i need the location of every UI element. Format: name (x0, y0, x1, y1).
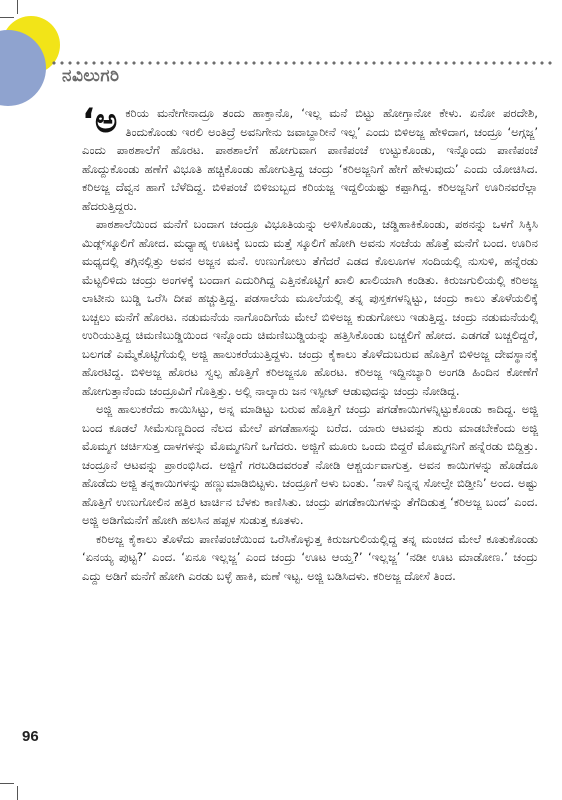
paragraph: ಕರಿಅಜ್ಜ ಕೈಕಾಲು ತೊಳೆದು ಪಾಣಿಪಂಚೆಯಿಂದ ಒರೆಸಿಕೊಳ್ಳುತ್ತ ಕಿರುಜಗುಲಿಯಲ್ಲಿದ್ದ ತನ್ನ ಮಂಚದ ಮೇಲೆ ಕೂತುಕೊಂಡು ‘ಏನಯ್ಯ ಪುಟ್ಟ?’ ಎಂದ. ‘ಏನೂ ಇಲ್ಲಜ್ಜ’ ಎಂದ ಚಂದ್ರು ‘ಊಟ ಆಯ್ತ?’ ‘ಇಲ್ಲಜ್ಜ’ ‘ನಡೀ ಊಟ ಮಾಡೋಣ.’ ಚಂದ್ರು ಎದ್ದು ಅಡಿಗೆ ಮನೆಗೆ ಹೋಗಿ ಎರಡು ಬಳ್ಳೆ ಹಾಕಿ, ಮಣೆ ಇಟ್ಟ. ಅಜ್ಜಿ ಬಡಿಸಿದಳು. ಕರಿಅಜ್ಜ ದೋಸೆ ತಿಂದ. (82, 531, 538, 583)
section-title: ನವಿಲುಗರಿ (62, 66, 120, 86)
paragraph: ಅಜ್ಜಿ ಹಾಲುಕರೆದು ಕಾಯಿಸಿಟ್ಟು, ಅನ್ನ ಮಾಡಿಟ್ಟು ಬರುವ ಹೊತ್ತಿಗೆ ಚಂದ್ರು ಪಗಡೆಕಾಯಿಗಳನ್ನಿಟ್ಟುಕೊಂಡು ಕಾದಿದ್ದ. ಅಜ್ಜಿ ಬಂದ ಕೂಡಲೆ ಸೀಮೆಸುಣ್ಣದಿಂದ ನೆಲದ ಮೇಲೆ ಪಗಡೆಹಾಸನ್ನು ಬರೆದ. ಯಾರು ಆಟವನ್ನು ಶುರು ಮಾಡಬೇಕೆಂದು ಅಜ್ಜಿ ಮೊಮ್ಮಗ ಚರ್ಚಿಸುತ್ತ ದಾಳಗಳನ್ನು ಮೊಮ್ಮಗನಿಗೆ ಒಗೆದರು. ಅಜ್ಜಿಗೆ ಮೂರು ಒಂದು ಬಿದ್ದರೆ ಮೊಮ್ಮಗನಿಗೆ ಹನ್ನೆರಡು ಬಿದ್ದಿತ್ತು. ಚಂದ್ರೂನೆ ಆಟವನ್ನು ಪ್ರಾರಂಭಿಸಿದ. ಅಜ್ಜಿಗೆ ಗರಬಡಿದವರಂತೆ ನೋಡಿ ಆಶ್ಚರ್ಯವಾಗುತ್ತ. ಅವನ ಕಾಯಿಗಳನ್ನು ಹೊಡೆದೂ ಹೊಡೆದು ಅಜ್ಜಿ ತನ್ನಕಾಯಿಗಳನ್ನು ಹಣ್ಣುಮಾಡಿಬಿಟ್ಟಳು. ಚಂದ್ರೂಗೆ ಅಳು ಬಂತು. ‘ನಾಳೆ ನಿನ್ನನ್ನ ಸೋಲ್ಸೇ ಬಿಡ್ತೀನಿ’ ಅಂದ. ಅಷ್ಟು ಹೊತ್ತಿಗೆ ಉಣುಗೋಲಿನ ಹತ್ತಿರ ಟಾರ್ಚಿನ ಬೆಳಕು ಕಾಣಿಸಿತು. ಚಂದ್ರು ಪಗಡೆಕಾಯಿಗಳನ್ನು ತೆಗೆದಿಡುತ್ತ ‘ಕರಿಅಜ್ಜ ಬಂದ’ ಎಂದ. ಅಜ್ಜಿ ಅಡಿಗೆಮನೆಗೆ ಹೋಗಿ ಹಲಸಿನ ಹಪ್ಪಳ ಸುಡುತ್ತ ಕೂತಳು. (82, 402, 538, 527)
drop-cap: ‘ಅ (82, 101, 118, 141)
crop-mark (17, 786, 18, 800)
paragraph: ಪಾಠಶಾಲೆಯಿಂದ ಮನೆಗೆ ಬಂದಾಗ ಚಂದ್ರೂ ವಿಭೂತಿಯನ್ನು ಅಳಿಸಿಕೊಂಡು, ಚಡ್ಡಿಹಾಕಿಕೊಂಡು, ಪಠನನ್ನು ಒಳಗೆ ಸಿಕ್ಕಿಸಿ ಮಿಡ್ಲ್‌ಸ್ಕೂಲಿಗೆ ಹೋದ. ಮಧ್ಯಾಹ್ನ ಊಟಕ್ಕೆ ಬಂದು ಮತ್ತೆ ಸ್ಕೂಲಿಗೆ ಹೋಗಿ ಅವನು ಸಂಜೆಯ ಹೊತ್ತೆ ಮನೆಗೆ ಬಂದ. ಊರಿನ ಮಧ್ಯದಲ್ಲಿ ತಗ್ಗಿನಲ್ಲಿತ್ತು ಅವನ ಅಜ್ಜನ ಮನೆ. ಉಣುಗೋಲು ತೆಗೆದರೆ ಎಡದ ಕೊಲೂಗಳ ಸಂದಿಯಲ್ಲಿ ನುಸುಳಿ, ಹನ್ನೆರಡು ಮೆಟ್ಟಲಿಳಿದು ಚಂದ್ರು ಅಂಗಳಕ್ಕೆ ಬಂದಾಗ ಎದುರಿಗಿದ್ದ ಎತ್ತಿನಕೊಟ್ಟಿಗೆ ಖಾಲಿ ಖಾಲಿಯಾಗಿ ಕಂಡಿತು. ಕಿರುಜಗುಲಿಯಲ್ಲಿ ಕರಿಅಜ್ಜ ಲಾಟೀನು ಬುಡ್ಡಿ ಒರೆಸಿ ದೀಪ ಹಚ್ಚುತ್ತಿದ್ದ. ಪಡಸಾಲೆಯ ಮೂಲೆಯಲ್ಲಿ ತನ್ನ ಪುಸ್ತಕಗಳನ್ನಿಟ್ಟು, ಚಂದ್ರು ಕಾಲು ತೊಳೆಯಲಿಕ್ಕೆ ಬಚ್ಚಲು ಮನೆಗೆ ಹೊರಟ. ನಡುಮನೆಯ ನಾಗೊಂದಿಗೆಯ ಮೇಲೆ ಬಿಳಿಅಜ್ಜ ಕುಡುಗೋಲು ಇಡುತ್ತಿದ್ದ. ಚಂದ್ರು ನಡುಮನೆಯಲ್ಲಿ ಉರಿಯುತ್ತಿದ್ದ ಚಿಮಣಿಬುಡ್ಡಿಯಿಂದ ಇನ್ನೊಂದು ಚಿಮಣಿಬುಡ್ಡಿಯನ್ನು ಹತ್ತಿಸಿಕೊಂಡು ಬಚ್ಚಲಿಗೆ ಹೋದ. ಎಡಗಡೆ ಬಚ್ಚಲಿದ್ದರೆ, ಬಲಗಡೆ ಎಮ್ಮೆಕೊಟ್ಟಿಗೆಯಲ್ಲಿ ಅಜ್ಜಿ ಹಾಲುಕರೆಯುತ್ತಿದ್ದಳು. ಚಂದ್ರು ಕೈಕಾಲು ತೊಳೆದುಬರುವ ಹೊತ್ತಿಗೆ ಬಿಳಿಅಜ್ಜ ದೇವಸ್ಥಾನಕ್ಕೆ ಹೊರಟಿದ್ದ. ಬಿಳಿಅಜ್ಜ ಹೊರಟ ಸ್ವಲ್ಪ ಹೊತ್ತಿಗೆ ಕರಿಅಜ್ಜನೂ ಹೊರಟ. ಕರಿಅಜ್ಜ ಇದ್ದಿನಬ್ಯಾರಿ ಅಂಗಡಿ ಹಿಂದಿನ ಕೋಣೆಗೆ ಹೋಗುತ್ತಾನೆಂದು ಚಂದ್ರೂವಿಗೆ ಗೊತ್ತಿತ್ತು. ಅಲ್ಲಿ ನಾಲ್ಕಾರು ಜನ ಇಸ್ಪೀಟ್ ಆಡುವುದನ್ನು ಚಂದ್ರು ನೋಡಿದ್ದ. (82, 217, 538, 398)
crop-mark (17, 0, 18, 14)
page-number: 96 (22, 728, 39, 745)
paragraph (82, 101, 538, 215)
dotted-rule (50, 60, 555, 66)
paragraph-text: ಕರಿಯ ಮನೇಗೇನಾದ್ರೂ ತಂದು ಹಾಕ್ತಾನೊ, ‘ಇಲ್ಲ ಮನೆ ಬಿಟ್ಟು ಹೋಗ್ತಾನೋ ಕೇಳು. ಏನೋ ಪರದೇಶಿ, ತಿಂದುಕೊಂಡು ಇರಲಿ ಅಂತಿದ್ರೆ ಅವನಿಗೇನು ಜವಾಬ್ದಾರೀನೆ ಇಲ್ಲ’ ಎಂದು ಬಿಳಿಅಜ್ಜ ಹೇಳಿದಾಗ, ಚಂದ್ರೂ ‘ಅಗ್ಗಜ್ಜ’ ಎಂದು ಪಾಠಶಾಲೆಗೆ ಹೊರಟ. ಪಾಠಶಾಲೆಗೆ ಹೋಗುವಾಗ ಪಾಣಿಪಂಚೆ ಉಟ್ಟುಕೊಂಡು, ಇನ್ನೊಂದು ಪಾಣಿಪಂಚೆ ಹೊದ್ದುಕೊಂಡು ಹಣೆಗೆ ವಿಭೂತಿ ಹಚ್ಚಿಕೊಂಡು ಹೋಗುತ್ತಿದ್ದ ಚಂದ್ರು ‘ಕರಿಅಜ್ಜನಿಗೆ ಹೇಗೆ ಹೇಳುವುದು’ ಎಂದು ಯೋಚಿಸಿದ. ಕರಿಅಜ್ಜ ದೆವ್ವನ ಹಾಗೆ ಬೆಳೆದಿದ್ದ. ಬಿಳಿಪಂಚೆ ಬಿಳಿಜುಬ್ಬದ ಕರಿಯಜ್ಜ ಇದ್ದಲಿಯಷ್ಟು ಕಪ್ಪಾಗಿದ್ದ. ಕರಿಅಜ್ಜನಿಗೆ ಊರಿನವರೆಲ್ಲಾ ಹೆದರುತ್ತಿದ್ದರು. (82, 106, 538, 213)
crop-mark (0, 783, 14, 784)
story-body (82, 101, 538, 585)
crop-mark (0, 17, 14, 18)
